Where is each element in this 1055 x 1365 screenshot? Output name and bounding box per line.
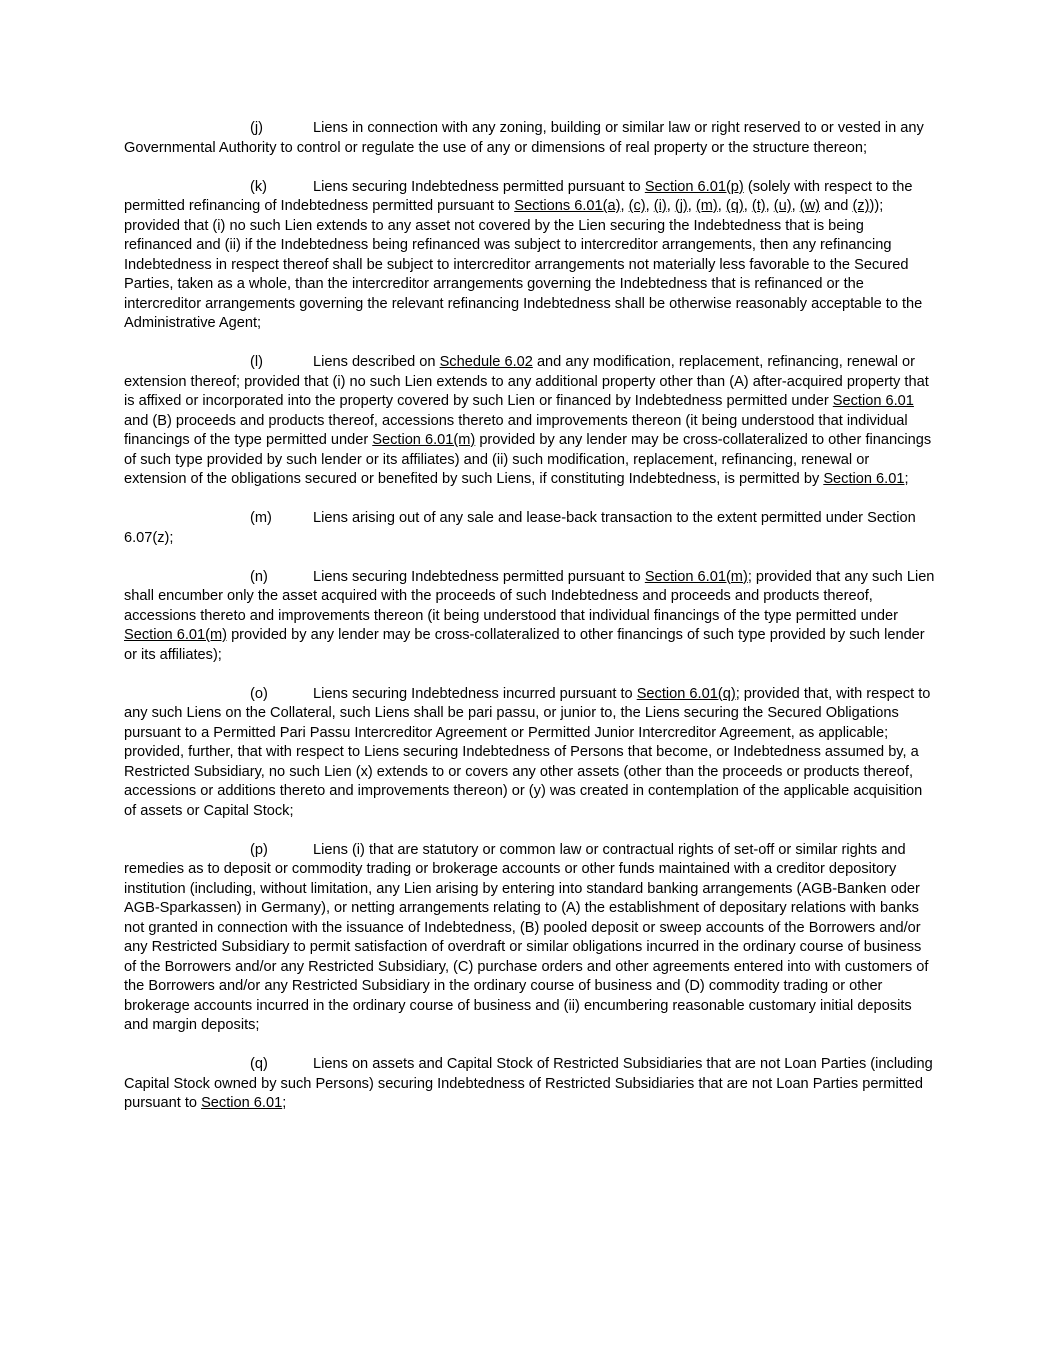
clause-k — [124, 178, 935, 334]
text-run: Liens securing Indebtedness incurred pursuant to — [313, 685, 637, 702]
clause-j — [124, 119, 935, 158]
clause-p — [124, 841, 935, 1036]
section-reference: Section 6.01(m) — [372, 432, 476, 448]
clause-label-l: (l) — [250, 354, 263, 370]
section-reference: (t) — [751, 198, 766, 214]
clause-label-p: (p) — [250, 841, 268, 858]
section-reference: (i) — [653, 198, 667, 214]
clause-label-j: (j) — [250, 120, 263, 136]
text-run: Liens (i) that are statutory or common law or contractual rights of set-off or similar rights and remedies as to deposit or commodity trading or brokerage accounts or other funds maintained with a creditor depository institution (including, without limitation, any Lien arising by entering into standard banking arrangements (AGB-Banken oder AGB-Sparkassen) in Germany), or netting arrangements relating to (A) the establishment of depositary relations with banks not granted in connection with the issuance of Indebtedness, (B) pooled deposit or sweep accounts of the Borrowers and/or any Restricted Subsidiary to permit satisfaction of overdraft or similar obligations incurred in the ordinary course of business of the Borrowers and/or any Restricted Subsidiary, (C) purchase orders and other agreements entered into with customers of the Borrowers and/or any Restricted Subsidiary in the ordinary course of business and (D) commodity trading or other brokerage accounts incurred in the ordinary course of business and (ii) encumbering reasonable customary initial deposits and margin deposits; — [124, 841, 929, 1033]
clause-label-q: (q) — [250, 1056, 268, 1072]
text-run: , — [717, 198, 726, 214]
text-run: )); provided that (i) no such Lien extends to any asset not covered by the Lien securing the Indebtedness that is being refinanced and (ii) if the Indebtedness being refinanced was subject to intercreditor arrangements, then any refinancing Indebtedness in respect thereof shall be subject to intercreditor arrangements not materially less favorable to the Secured Parties, taken as a whole, than the intercreditor arrangements governing the Indebtedness that is refinanced or the intercreditor arrangements governing the relevant refinancing Indebtedness shall be otherwise reasonably acceptable to the Administrative Agent; — [124, 198, 923, 331]
section-reference: Sections 6.01(a) — [514, 198, 621, 214]
text-run: ; provided that any such Lien shall encumber only the asset acquired with the proceeds of such Indebtedness and proceeds and products thereof, accessions thereto and improvements thereon (it being understood that individual financings of the type permitted under — [124, 568, 935, 624]
text-run: , — [620, 198, 629, 214]
section-reference: (w) — [799, 198, 820, 214]
text-run: Liens in connection with any zoning, building or similar law or right reserved to or vested in any Governmental Authority to control or regulate the use of any or dimensions of real property or the structure thereon; — [124, 120, 924, 156]
section-reference: (q) — [725, 198, 744, 214]
clause-text-l — [124, 354, 931, 487]
section-reference: Section 6.01(p) — [644, 178, 744, 195]
clause-l — [124, 353, 935, 490]
text-run: ; provided that, with respect to any such Liens on the Collateral, such Liens shall be pari passu, or junior to, the Liens securing the Secured Obligations pursuant to a Permitted Pari Passu Intercreditor Agreement or Permitted Junior Intercreditor Agreement, as applicable; provided, further, that with respect to Liens securing Indebtedness of Persons that become, or Indebtedness assumed by, a Restricted Subsidiary, no such Lien (x) extends to or covers any other assets (other than the proceeds or products thereof, accessions or additions thereto and improvements thereon) or (y) was created in contemplation of the applicable acquisition of assets or Capital Stock; — [124, 685, 931, 819]
text-run: Liens described on — [313, 354, 440, 370]
section-reference: (u) — [773, 198, 792, 214]
section-reference: Section 6.01 — [832, 393, 914, 409]
text-run: and — [819, 198, 853, 214]
text-run: Liens securing Indebtedness permitted pursuant to — [313, 568, 645, 585]
section-reference: Section 6.01(m) — [124, 627, 228, 643]
clause-text-o — [124, 686, 930, 819]
section-reference: (m) — [695, 198, 718, 214]
clause-text-p — [124, 842, 928, 1034]
text-run: Liens securing Indebtedness permitted pursuant to — [313, 178, 645, 195]
clause-n — [124, 568, 935, 666]
clause-label-o: (o) — [250, 685, 268, 702]
section-reference: (j) — [674, 198, 688, 214]
text-run: , — [743, 198, 752, 214]
section-reference: Section 6.01 — [201, 1095, 283, 1111]
text-run: and any modification, replacement, refinancing, renewal or extension thereof; provided that (i) no such Lien extends to any additional property other than (A) after-acquired property that is affixed or incorporated into the property covered by such Lien or financed by Indebtedness permitted under — [124, 354, 929, 409]
clause-label-n: (n) — [250, 568, 268, 585]
text-run: , — [765, 198, 774, 214]
clause-m — [124, 509, 935, 548]
text-run: , — [666, 198, 675, 214]
text-run: , — [687, 198, 696, 214]
text-run: provided by any lender may be cross-collateralized to other financings of such type provided by such lender or its affiliates); — [124, 627, 925, 663]
clause-q — [124, 1055, 935, 1114]
text-run: , — [645, 198, 654, 214]
text-run: ; — [282, 1095, 287, 1111]
text-run: , — [791, 198, 800, 214]
text-run: Liens arising out of any sale and lease-back transaction to the extent permitted under Section 6.07(z); — [124, 510, 916, 546]
clause-text-k — [124, 179, 922, 332]
clause-label-k: (k) — [250, 178, 268, 195]
text-run: (solely with respect to the permitted refinancing of Indebtedness permitted pursuant to — [124, 178, 913, 214]
text-run: provided by any lender may be cross-collateralized to other financings of such type provided by such lender or its affiliates) and (ii) such modification, replacement, refinancing, renewal or extension of the obligations secured or benefited by such Liens, if constituting Indebtedness, is permitted by — [124, 432, 932, 487]
text-run: and (B) proceeds and products thereof, accessions thereto and improvements thereon (it being understood that individual financings of the type permitted under — [124, 412, 908, 448]
text-run: Liens on assets and Capital Stock of Restricted Subsidiaries that are not Loan Parties (including Capital Stock owned by such Persons) securing Indebtedness of Restricted Subsidiaries that are not Loan Parties permitted pursuant to — [124, 1056, 933, 1111]
section-reference: Section 6.01(m) — [644, 568, 748, 585]
text-run: ; — [904, 471, 909, 487]
section-reference: (z) — [852, 198, 870, 214]
clause-label-m: (m) — [250, 510, 272, 526]
section-reference: Section 6.01 — [823, 471, 905, 487]
section-reference: Section 6.01(q) — [636, 685, 736, 702]
section-reference: (c) — [628, 198, 646, 214]
section-reference: Schedule 6.02 — [439, 354, 533, 370]
clause-o — [124, 685, 935, 822]
